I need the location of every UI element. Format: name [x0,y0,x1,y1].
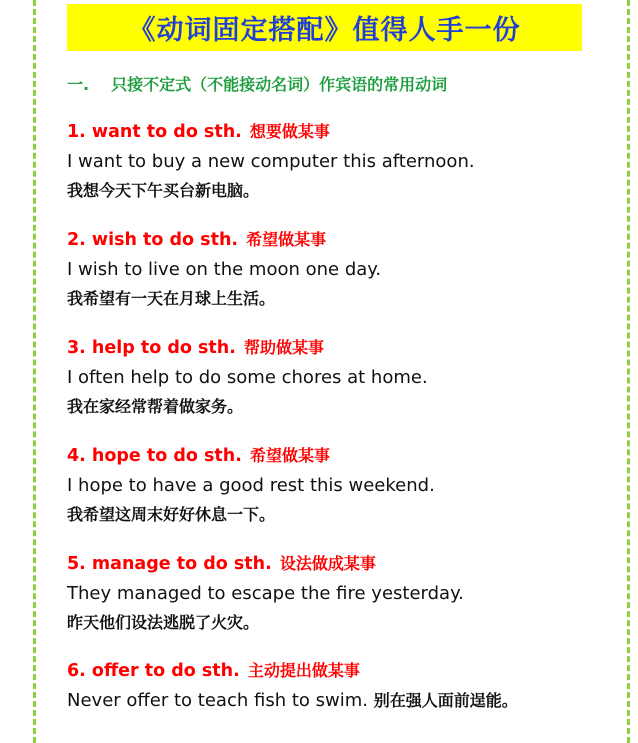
entry-wish [67,229,627,310]
example-zh: 昨天他们设法逃脱了火灾。 [67,613,260,632]
phrase: 2. wish to do sth. [67,230,239,250]
phrase: 4. hope to do sth. [67,446,242,466]
example-en: I hope to have a good rest this weekend. [67,475,435,496]
example-en: They managed to escape the fire yesterday. [67,583,464,604]
example-en: I want to buy a new computer this afternoon. [67,151,475,172]
meaning: 想要做某事 [249,122,330,141]
section-number: 一. [67,75,90,94]
page-title: 《动词固定搭配》值得人手一份 [128,15,521,46]
entry-help [67,337,627,418]
example-en-line [67,689,627,713]
example-zh: 我在家经常帮着做家务。 [67,397,244,416]
section-heading [67,72,447,95]
right-dashed-border [627,0,630,743]
phrase: 3. help to do sth. [67,338,236,358]
entry-head [67,660,627,682]
example-zh: 我希望这周末好好休息一下。 [67,505,276,524]
meaning: 希望做某事 [246,230,327,249]
meaning: 设法做成某事 [279,554,376,573]
example-en: I wish to live on the moon one day. [67,259,382,280]
title-banner [67,4,582,51]
entry-want [67,121,627,202]
entry-head [67,121,627,143]
phrase: 5. manage to do sth. [67,554,272,574]
example-zh: 我想今天下午买台新电脑。 [67,181,260,200]
meaning: 希望做某事 [250,446,331,465]
phrase: 1. want to do sth. [67,122,242,142]
entry-head [67,337,627,359]
meaning: 主动提出做某事 [247,661,360,680]
example-en: Never offer to teach fish to swim. [67,690,368,711]
entry-head [67,553,627,575]
entry-head [67,229,627,251]
entry-head [67,445,627,467]
example-en: I often help to do some chores at home. [67,367,428,388]
phrase: 6. offer to do sth. [67,661,240,681]
left-dashed-border [33,0,36,743]
section-heading-text: 只接不定式（不能接动名词）作宾语的常用动词 [111,75,448,94]
entry-hope [67,445,627,526]
example-zh: 别在强人面前逞能。 [373,691,518,710]
entry-offer [67,660,627,713]
example-zh: 我希望有一天在月球上生活。 [67,289,276,308]
entry-manage [67,553,627,634]
meaning: 帮助做某事 [243,338,324,357]
